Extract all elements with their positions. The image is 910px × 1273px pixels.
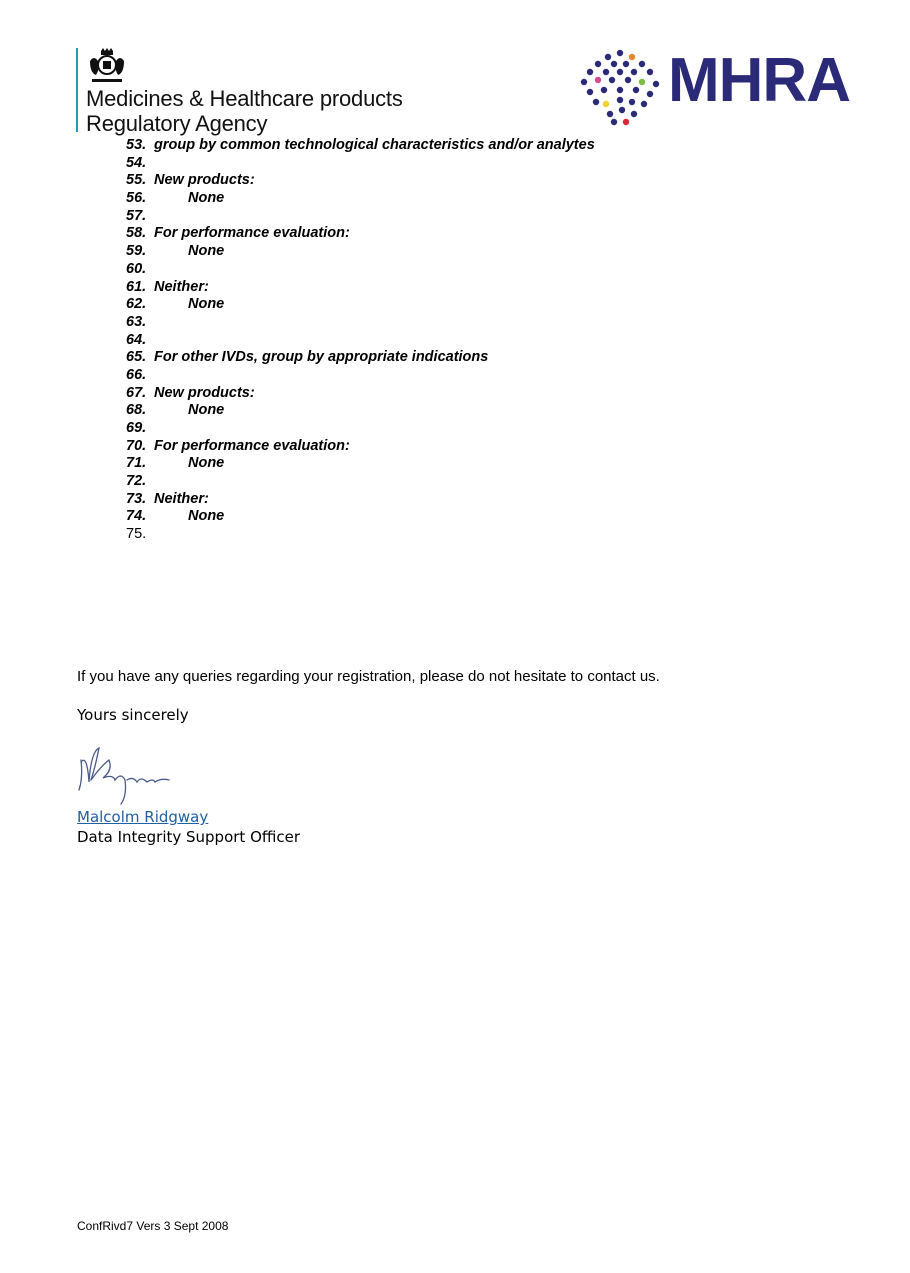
line-text: New products: xyxy=(154,384,255,401)
line-number: 74. xyxy=(126,508,147,525)
line-text: None xyxy=(188,296,225,313)
line-number: 68. xyxy=(126,402,147,419)
list-item xyxy=(126,155,826,173)
line-number: 58. xyxy=(126,225,147,242)
list-item xyxy=(126,279,826,297)
list-item xyxy=(126,190,826,208)
list-item xyxy=(126,438,826,456)
list-item xyxy=(126,367,826,385)
line-text: None xyxy=(188,402,225,419)
list-item xyxy=(126,243,826,261)
document-version-footer: ConfRivd7 Vers 3 Sept 2008 xyxy=(77,1219,229,1233)
list-item xyxy=(126,225,826,243)
line-number: 64. xyxy=(126,331,147,348)
numbered-list xyxy=(126,137,826,544)
line-number: 69. xyxy=(126,420,147,436)
list-item xyxy=(126,349,826,367)
line-text: For performance evaluation: xyxy=(154,437,350,454)
list-item xyxy=(126,137,826,155)
queries-paragraph: If you have any queries regarding your registration, please do not hesitate to contact us. xyxy=(77,668,660,685)
mhra-wordmark: MHRA xyxy=(668,46,850,115)
line-number: 56. xyxy=(126,190,147,207)
line-text: Neither: xyxy=(154,278,209,295)
line-number: 62. xyxy=(126,296,147,313)
list-item xyxy=(126,385,826,403)
list-item xyxy=(126,261,826,279)
list-item xyxy=(126,172,826,190)
brand-rule xyxy=(76,48,78,132)
list-item xyxy=(126,332,826,350)
agency-name-line2: Regulatory Agency xyxy=(86,111,268,136)
agency-name-line1: Medicines & Healthcare products xyxy=(86,86,403,111)
list-item xyxy=(126,508,826,526)
list-item xyxy=(126,473,826,491)
line-number: 54. xyxy=(126,154,147,171)
line-number: 66. xyxy=(126,366,147,383)
line-text: For other IVDs, group by appropriate indications xyxy=(154,349,489,366)
list-item xyxy=(126,526,826,544)
line-number: 53. xyxy=(126,137,147,153)
list-item xyxy=(126,491,826,509)
line-text: New products: xyxy=(154,172,255,189)
list-item xyxy=(126,455,826,473)
line-number: 60. xyxy=(126,260,147,277)
list-item xyxy=(126,402,826,420)
list-item xyxy=(126,314,826,332)
closing-salutation: Yours sincerely xyxy=(77,706,189,724)
signatory-role: Data Integrity Support Officer xyxy=(77,828,301,846)
mhra-dots-logo-icon xyxy=(580,48,662,128)
royal-crest-icon xyxy=(86,47,128,85)
line-number: 63. xyxy=(126,313,147,330)
line-number: 72. xyxy=(126,473,147,490)
line-text: None xyxy=(188,190,225,207)
line-text: None xyxy=(188,243,225,260)
line-number: 55. xyxy=(126,172,147,189)
line-text: None xyxy=(188,508,225,525)
handwritten-signature xyxy=(75,740,185,806)
line-number: 65. xyxy=(126,349,147,366)
signatory-name-link[interactable]: Malcolm Ridgway xyxy=(77,808,209,826)
line-number: 59. xyxy=(126,243,147,260)
line-number: 61. xyxy=(126,278,147,295)
agency-name xyxy=(86,86,403,136)
line-text: Neither: xyxy=(154,490,209,507)
line-number: 75. xyxy=(126,526,147,543)
line-number: 57. xyxy=(126,207,147,224)
line-text: None xyxy=(188,455,225,472)
line-number: 67. xyxy=(126,384,147,401)
line-number: 70. xyxy=(126,437,147,454)
line-number: 71. xyxy=(126,455,147,472)
list-item xyxy=(126,208,826,226)
line-text: For performance evaluation: xyxy=(154,225,350,242)
list-item xyxy=(126,296,826,314)
list-item xyxy=(126,420,826,438)
line-number: 73. xyxy=(126,490,147,507)
line-text: group by common technological characteristics and/or analytes xyxy=(154,137,595,153)
